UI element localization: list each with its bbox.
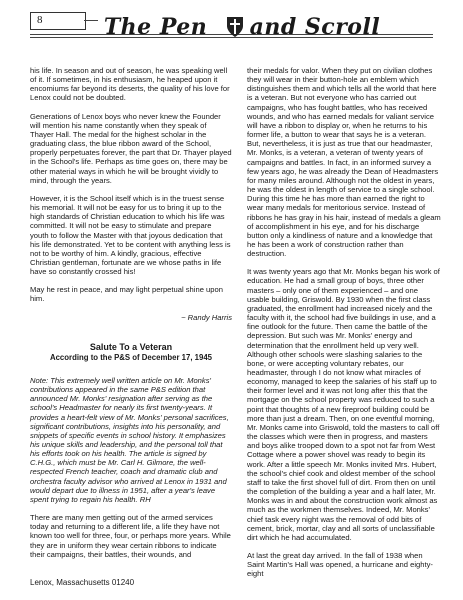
left-paragraph-1: his life. In season and out of season, he was speaking well of it. If sometimes, in his enthusiasm, he heaped upon it encomiums far beyond its deserts, the quality of his love for Lenox could not be doubted.: [30, 66, 230, 103]
right-paragraph-1: their medals for valor. When they put on civilian clothes they will wear in their button-hole an emblem which distinguishes them and which tells all the world that here is a veteran. But not everyone who has carried out campaigns, who has fought battles, who has received wounds, and who has earned medals for valiant service will have a ribbon to display or, when he returns to his former life, a button to wear that says he is a veteran. But, nevertheless, it is just as true that our headmaster, Mr. Monks, is a veteran, a veteran of twenty years of campaigns and battles. In fact, in an informed survey a few years ago, he was already the Dean of Headmasters for many miles around. Although not the oldest in years, he was the oldest in length of service to a single school. During this time he has more than earned the right to wear many medals for meritorious service. Instead of ribbons he has gray in his hair, instead of medals a gleam of accomplishment in his eye, and for his discharge button only a kindliness of nature and a knowledge that he has been a work of construction rather than destruction.: [247, 66, 441, 259]
right-paragraph-3: At last the great day arrived. In the fall of 1938 when Saint Martin's Hall was opened, a hurricane and eighty-eight: [247, 550, 433, 579]
left-paragraph-2: Generations of Lenox boys who never knew the Founder will mention his name constantly when they speak of Thayer Hall. The medal for the highest scholar in the graduating class, the blue ribbon award of the School, properly perpetuates forever, the part that Dr. Thayer played in the School's life. Perhaps as time goes on, there may be other material ways in which he will be brought vividly to mind, through the years.: [30, 111, 232, 185]
masthead: [30, 8, 433, 52]
editor-note: Note: This extremely well written article on Mr. Monks' contributions appeared in the same P&S edition that announced Mr. Monks' resignation after serving as the school's Headmaster for nearly its first twenty-years. It provides a heart-felt view of Mr. Monks' personal sacrifices, significant contributions, insights into his personality, and snippets of specific events in school history. It emphasizes his unique skills and leadership, and the personal toll that his efforts took on his health. The article is signed by C.H.G., which must be Mr. Carl H. Gilmore, the well-respected French teacher, coach and dramatic club and orchestra faculty advisor who arrived at Lenox in 1931 and would depart due to illness in 1951, after a year's leave spent trying to regain his health. RH: [30, 375, 229, 504]
left-paragraph-4: May he rest in peace, and may light perpetual shine upon him.: [30, 285, 223, 304]
article-title: Salute To a Veteran: [89, 341, 173, 352]
left-paragraph-5: There are many men getting out of the armed services today and returning to a different life, a life they have not known too well for three, four, or perhaps more years. While they are in uniform they wear certain ribbons to indicate their campaigns, their battles, their wounds, and: [30, 513, 231, 559]
right-paragraph-2: It was twenty years ago that Mr. Monks began his work of education. He had a small group of boys, three other masters – only one of them experienced – and one usable building, Griswold. By 1930 when the first class graduated, the enrollment had increased nicely and the faculty with it, the school had five buildings in use, and a fine outlook for the future. Then came the battle of the depression. But such was Mr. Monks' energy and determination that the enrollment held up very well. Although other schools were slashing salaries to the bone, or were accepting voluntary rebates, our headmaster, through I do not know what miracles of economy, managed to keep the salaries of his staff up to their former level and it was not long after this that the mortgage on the school property was reduced to such a point that thoughts of a new fireproof building could be more than just a dream. Then, on one eventful morning, Mr. Monks came into Griswold, told the masters to call off the classes which were then in progress, and masters and boys alike trooped down to a spot not far from West Cottage where a power shovel was ready to begin its work. After a little speech Mr. Monks invited Mrs. Hubert, the school's chief cook and oldest member of the school staff to take the first shovel full of dirt. From then on until the completion of the building a year and a half later, Mr. Monks was in and about the construction work almost as much as the workmen themselves. Indeed, Mr. Monks' chief task every night was the removal of odd bits of cement, brick, mortar, clay and all sorts of unclassifiable dirt which he had accumulated.: [247, 267, 440, 542]
left-paragraph-3: However, it is the School itself which is in the truest sense his memorial. It will not be easy for us to bring it up to the high standards of Christian education to which his life was committed. It will not be easy to stimulate and prepare youth to follow the Master with that joyous dedication that his life demonstrated. Yet to be content with anything less is not to be worthy of him. A kindly, gracious, effective Christian gentleman, fortunate are we whose paths in life have so constantly crossed his!: [30, 193, 231, 277]
crest-icon: [226, 16, 244, 38]
left-column: [30, 66, 232, 568]
page-number: 8: [37, 14, 43, 26]
author-signature: ~ Randy Harris: [181, 312, 232, 322]
title-left: The Pen: [103, 14, 208, 40]
page-number-box: [30, 12, 86, 30]
footer-address: Lenox, Massachusetts 01240: [30, 578, 135, 587]
right-column: [247, 66, 441, 587]
title-right: and Scroll: [249, 14, 381, 40]
article-subtitle: According to the P&S of December 17, 1945: [49, 352, 213, 362]
